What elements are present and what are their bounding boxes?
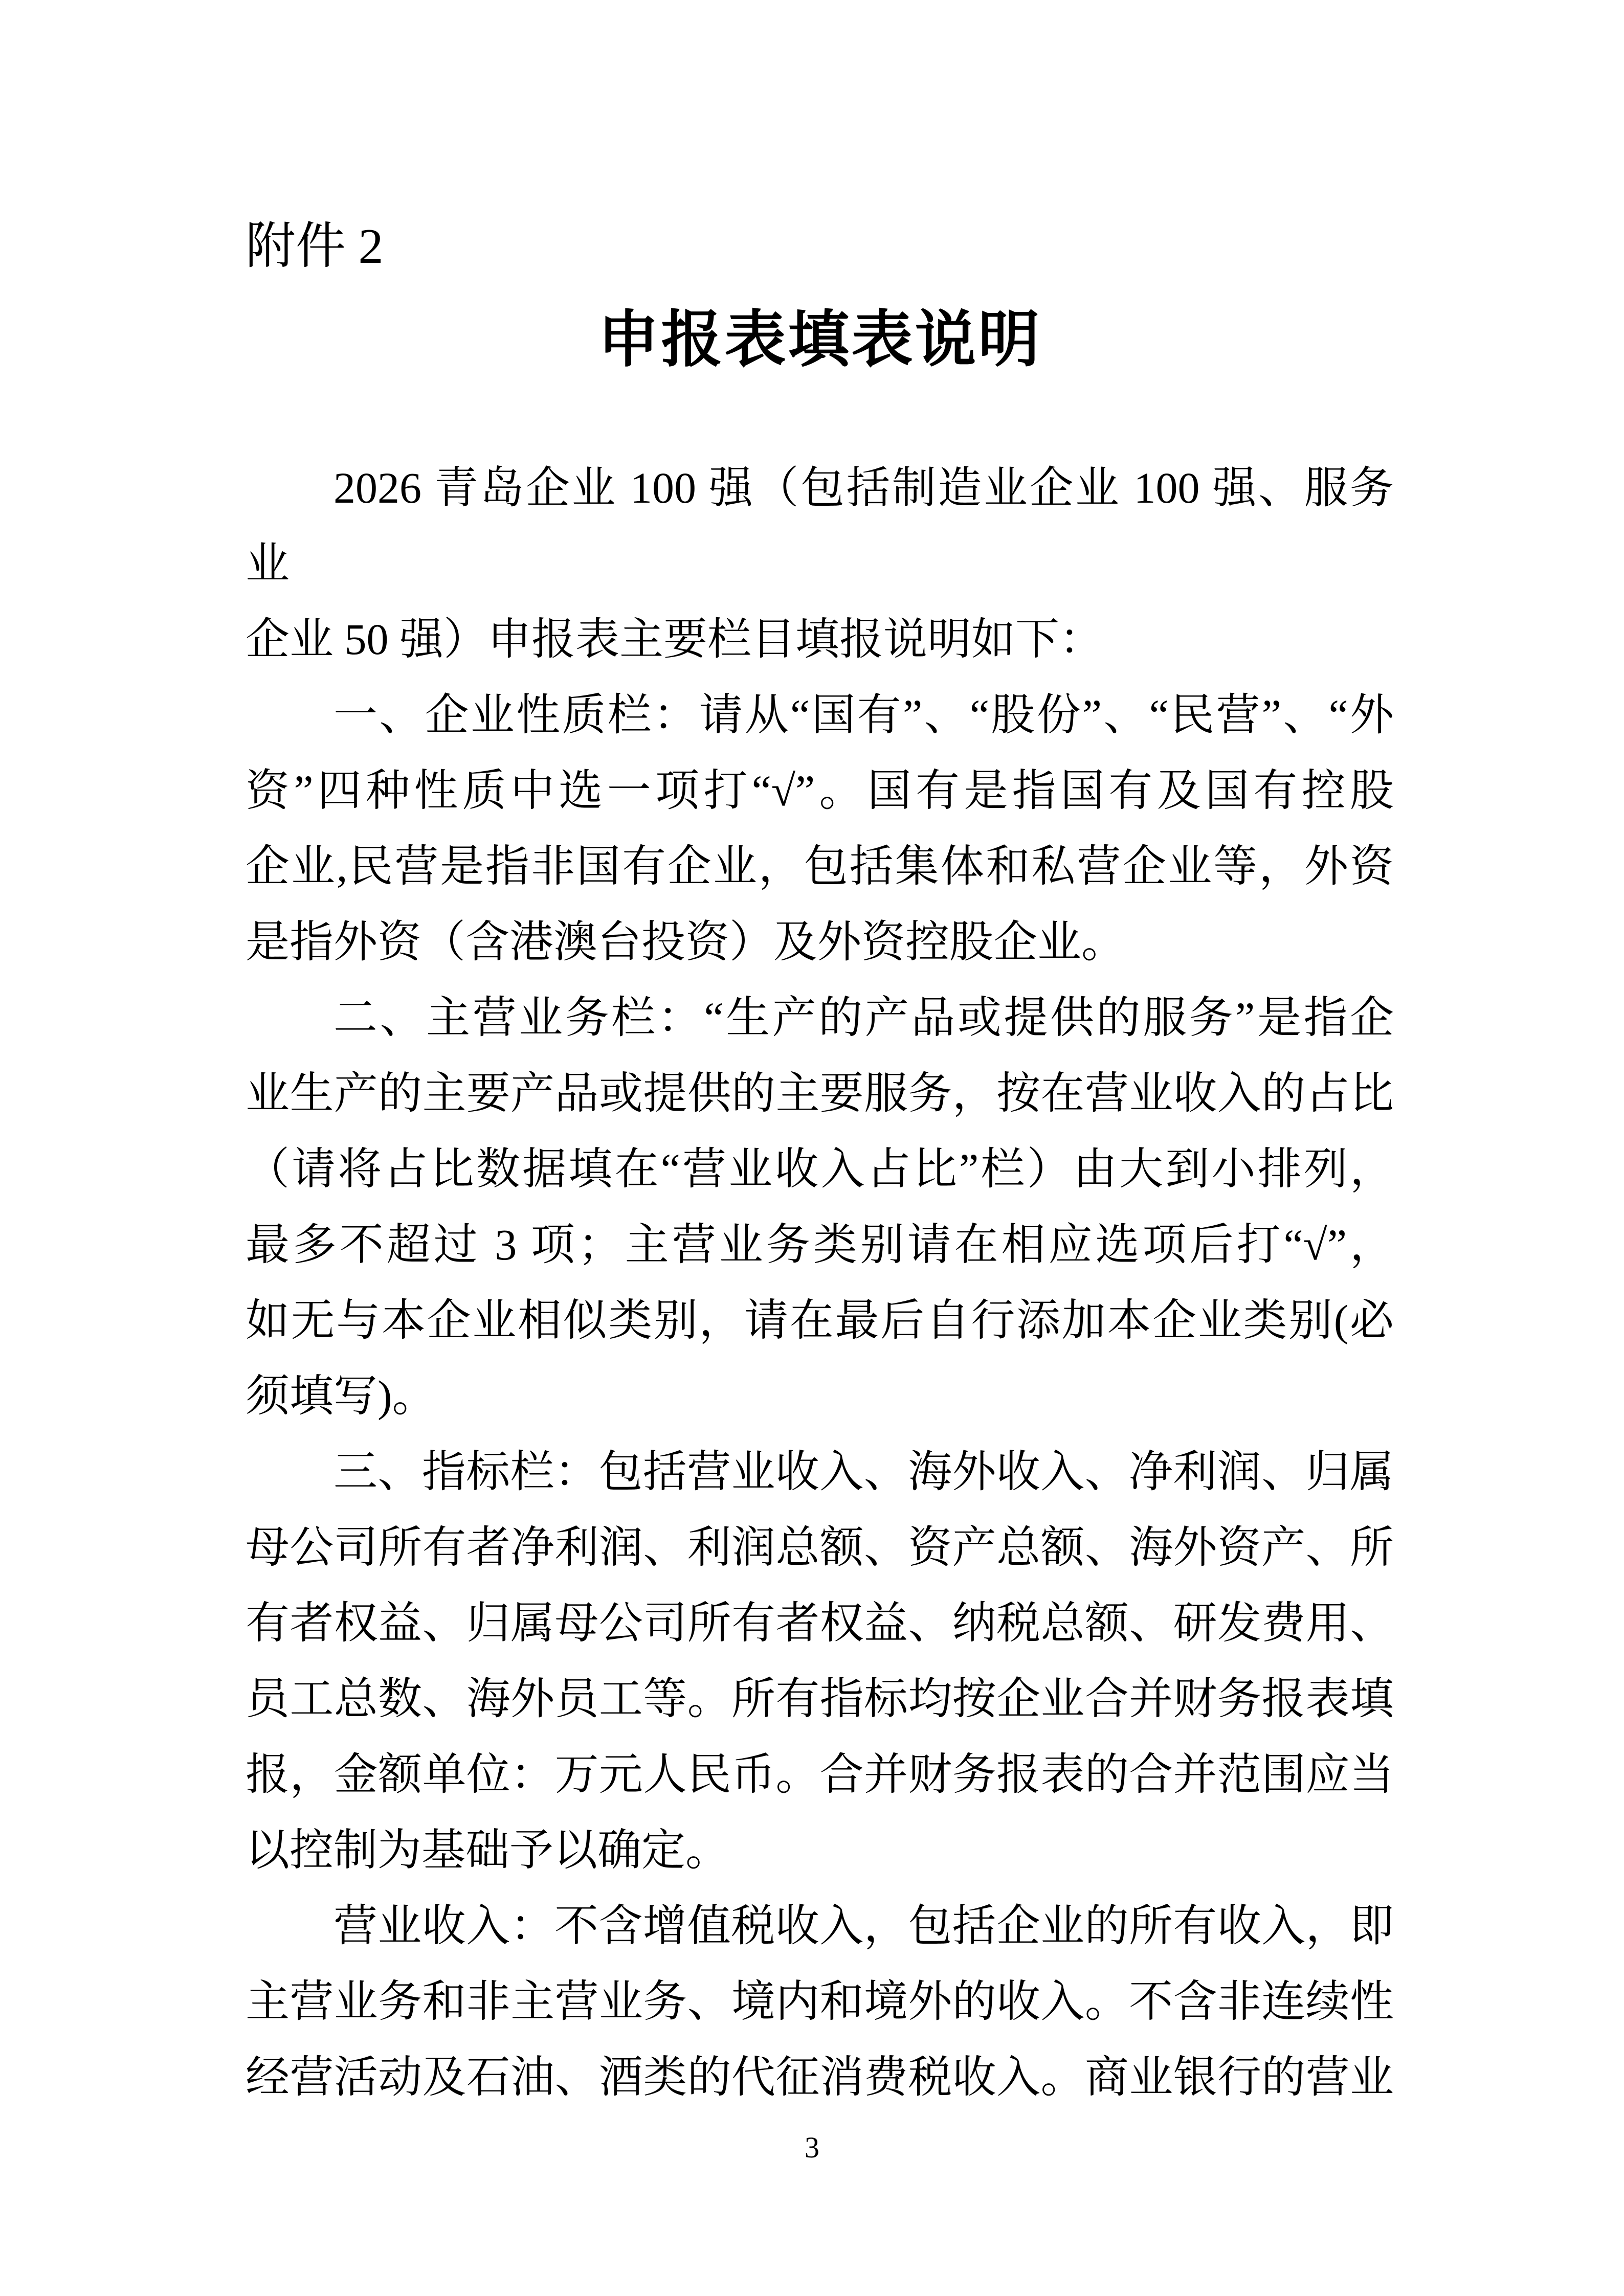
paragraph-line: 业生产的主要产品或提供的主要服务，按在营业收入的占比: [246, 1069, 1394, 1118]
paragraph-line: 如无与本企业相似类别，请在最后自行添加本企业类别(必: [246, 1296, 1394, 1345]
paragraph-line: 母公司所有者净利润、利润总额、资产总额、海外资产、所: [246, 1523, 1394, 1572]
paragraph: [246, 677, 1394, 980]
paragraph: [246, 450, 1394, 677]
paragraph-line: 一、企业性质栏：请从“国有”、“股份”、“民营”、“外: [333, 690, 1394, 739]
paragraph-line: 企业 50 强）申报表主要栏目填报说明如下：: [246, 615, 1103, 664]
page-title: 申报表填表说明: [597, 306, 1042, 374]
paragraph-line: 须填写)。: [246, 1371, 436, 1421]
paragraph-line: 企业,民营是指非国有企业，包括集体和私营企业等，外资: [246, 842, 1394, 891]
page-number: 3: [805, 2131, 819, 2164]
paragraph-line: （请将占比数据填在“营业收入占比”栏）由大到小排列，: [246, 1144, 1394, 1194]
paragraph-line: 资”四种性质中选一项打“√”。国有是指国有及国有控股: [246, 766, 1394, 815]
paragraph: [246, 980, 1394, 1434]
paragraph-line: 营业收入：不含增值税收入，包括企业的所有收入，即: [333, 1901, 1394, 1950]
paragraph-line: 有者权益、归属母公司所有者权益、纳税总额、研发费用、: [246, 1599, 1394, 1648]
document-body: [246, 450, 1394, 2115]
paragraph: [246, 1434, 1394, 1888]
paragraph-line: 是指外资（含港澳台投资）及外资控股企业。: [246, 917, 1125, 966]
attachment-label: 附件 2: [246, 219, 384, 274]
paragraph: [246, 1888, 1394, 2115]
paragraph-line: 二、主营业务栏：“生产的产品或提供的服务”是指企: [333, 993, 1394, 1042]
paragraph-line: 报，金额单位：万元人民币。合并财务报表的合并范围应当: [246, 1750, 1394, 1799]
paragraph-line: 员工总数、海外员工等。所有指标均按企业合并财务报表填: [246, 1674, 1394, 1723]
paragraph-line: 以控制为基础予以确定。: [246, 1826, 729, 1875]
paragraph-line: 最多不超过 3 项；主营业务类别请在相应选项后打“√”，: [246, 1220, 1394, 1269]
paragraph-line: 三、指标栏：包括营业收入、海外收入、净利润、归属: [333, 1447, 1394, 1496]
paragraph-line: 2026 青岛企业 100 强（包括制造业企业 100 强、服务业: [246, 463, 1394, 588]
paragraph-line: 主营业务和非主营业务、境内和境外的收入。不含非连续性: [246, 1977, 1394, 2026]
paragraph-line: 经营活动及石油、酒类的代征消费税收入。商业银行的营业: [246, 2053, 1394, 2102]
